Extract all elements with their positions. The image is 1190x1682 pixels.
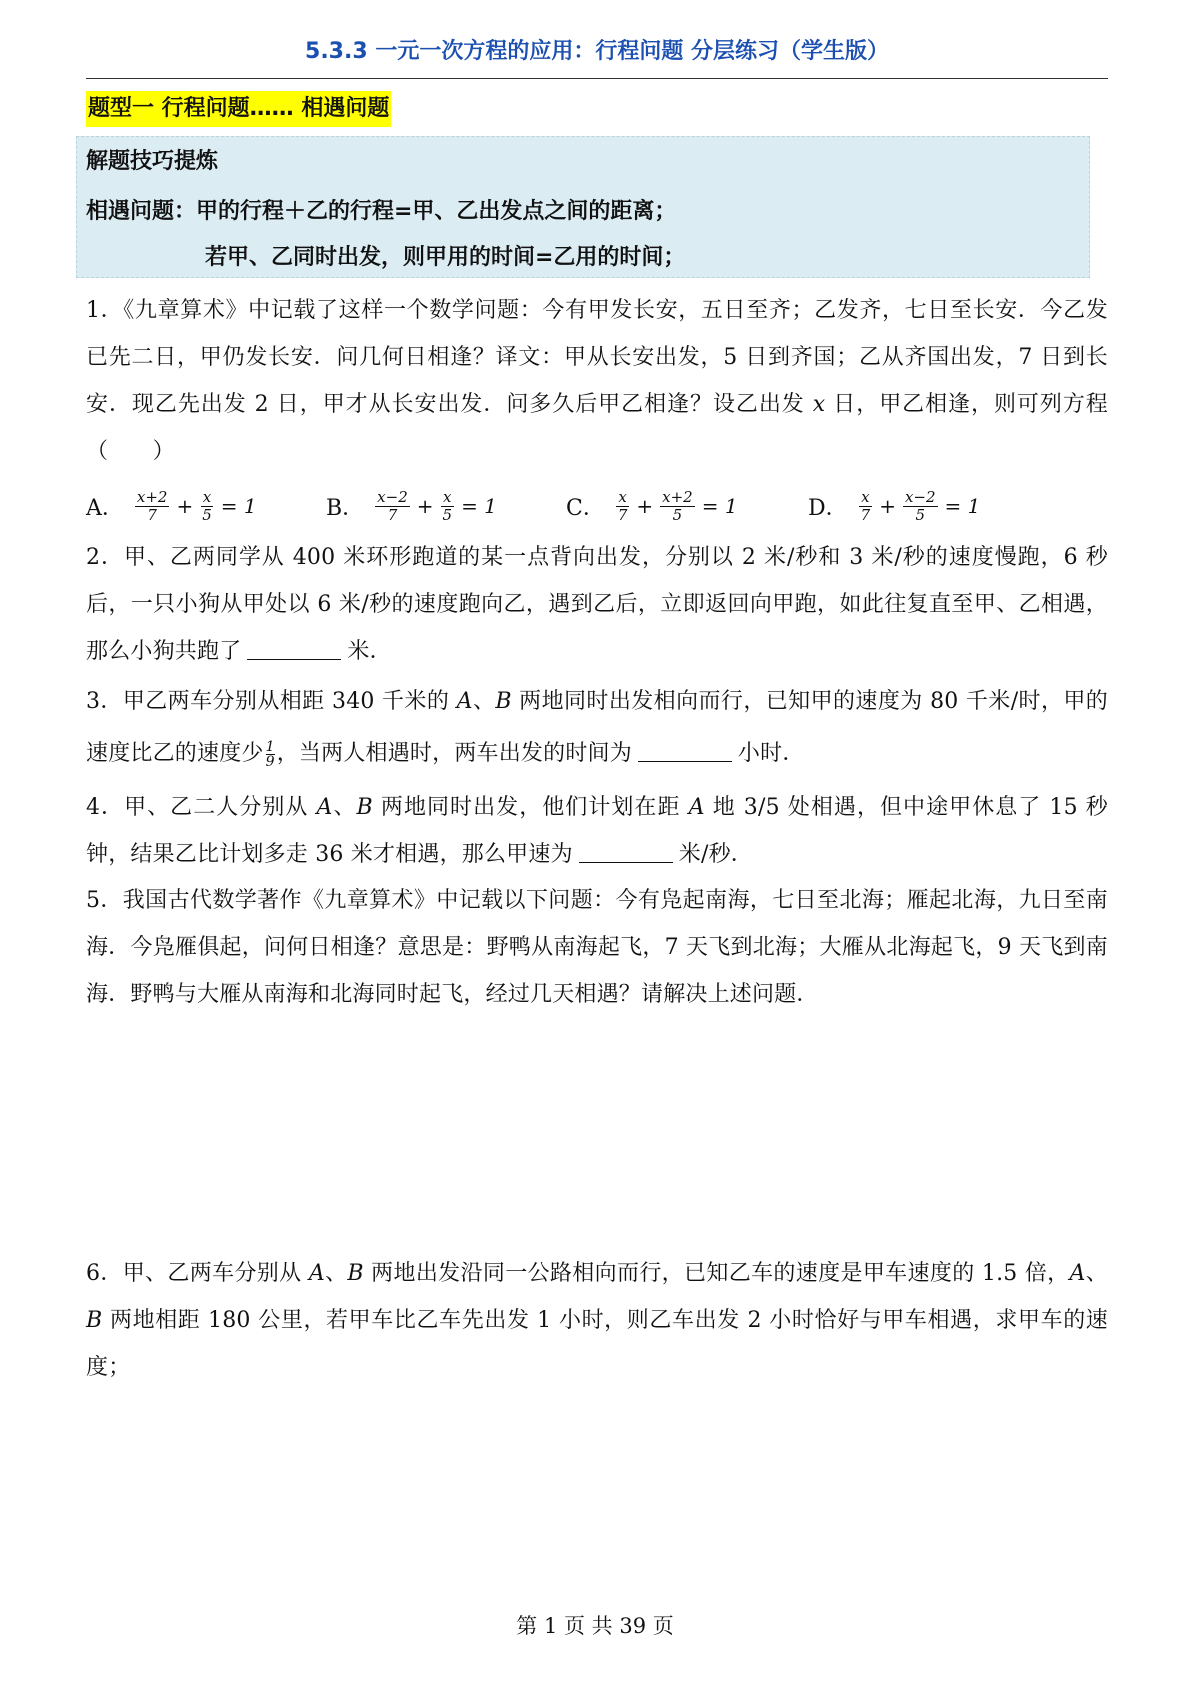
question-4-text-1: 4．甲、乙二人分别从 <box>86 795 317 820</box>
fraction-numerator: x <box>443 487 452 506</box>
question-1-text: 1．《九章算术》中记载了这样一个数学问题：今有甲发长安，五日至齐；乙发齐，七日至长安．今乙发已先二日，甲仍发长安．问几何日相逢？译文：甲从长安出发，5 日到齐国；乙从齐国出发，7 日到长安．现乙先出发 2 日，甲才从长安出发．问多久后甲乙相逢？设乙出发 <box>86 298 1108 417</box>
question-6 <box>86 1250 1108 1391</box>
question-6-text-1: 6．甲、乙两车分别从 <box>86 1261 309 1286</box>
fraction-numerator: 1 <box>265 738 275 755</box>
point-a: A <box>316 795 333 820</box>
section-title: 题型一 行程问题…… 相遇问题 <box>86 91 391 127</box>
fraction-denominator: 5 <box>202 505 212 524</box>
question-2 <box>86 534 1108 675</box>
tips-line-2: 若甲、乙同时出发，则甲用的时间=乙用的时间； <box>205 245 686 270</box>
fraction-denominator: 7 <box>860 505 871 524</box>
question-4-text-2: 两地同时出发，他们计划在距 <box>372 795 689 820</box>
option-d-label: D． <box>808 495 848 521</box>
point-a: A <box>456 689 473 714</box>
option-d-fraction-1 <box>859 489 873 524</box>
point-a: A <box>308 1261 325 1286</box>
fraction-denominator: 7 <box>147 505 157 524</box>
equation-rhs: = 1 <box>461 494 497 518</box>
equation-rhs: = 1 <box>220 494 257 518</box>
question-4-text-3: 地 3/5 处相遇，但中途甲休息了 15 秒钟，结果乙比计划多走 36 米才相遇，那么甲速为 <box>86 795 1109 867</box>
fraction-numerator: x−2 <box>904 487 936 506</box>
fraction-numerator: x+2 <box>662 487 693 506</box>
point-b: B <box>356 795 373 820</box>
question-3 <box>86 676 1108 780</box>
tips-heading: 解题技巧提炼 <box>86 149 219 174</box>
question-1-options <box>86 480 1108 532</box>
separator: 、 <box>332 795 357 820</box>
plus-sign: + <box>879 494 896 518</box>
option-d-fraction-2 <box>903 489 938 524</box>
separator: 、 <box>1085 1261 1108 1286</box>
fraction-one-ninth <box>266 740 275 769</box>
option-c-fraction-1 <box>616 489 630 524</box>
question-5-text: 5．我国古代数学著作《九章算术》中记载以下问题：今有凫起南海，七日至北海；雁起北海，九日至南海．今凫雁俱起，问何日相逢？意思是：野鸭从南海起飞，7 天飞到北海；大雁从北海起飞，9 天飞到南海．野鸭与大雁从南海和北海同时起飞，经过几天相遇？请解决上述问题． <box>86 888 1108 1007</box>
point-b: B <box>495 689 512 714</box>
option-b[interactable] <box>326 480 497 532</box>
option-a-fraction-1 <box>135 489 170 524</box>
option-b-fraction-1 <box>375 489 410 524</box>
plus-sign: + <box>176 494 194 518</box>
fraction-denominator: 5 <box>442 505 453 524</box>
fraction-numerator: x <box>618 487 627 506</box>
option-a[interactable] <box>86 480 257 532</box>
fraction-numerator: x <box>202 487 212 506</box>
point-a: A <box>1069 1261 1086 1286</box>
question-4-unit: 米/秒． <box>678 842 754 867</box>
question-6-text-2: 两地出发沿同一公路相向而行，已知乙车的速度是甲车速度的 1.5 倍， <box>363 1261 1070 1286</box>
option-c-label: C． <box>566 495 605 521</box>
fraction-denominator: 7 <box>387 505 398 524</box>
question-1 <box>86 287 1108 475</box>
question-5 <box>86 877 1108 1018</box>
option-d[interactable] <box>808 480 980 532</box>
option-a-fraction-2 <box>200 489 214 524</box>
fraction-denominator: 5 <box>915 505 926 524</box>
equation-rhs: = 1 <box>944 494 981 518</box>
equation-rhs: = 1 <box>701 494 738 518</box>
point-b: B <box>86 1308 103 1333</box>
point-b: B <box>347 1261 364 1286</box>
question-3-text-2: 两地同时出发相向而行，已知甲的速度为 80 千米/时，甲的速度比乙的速度少 <box>86 689 1109 766</box>
fraction-denominator: 7 <box>617 505 628 524</box>
option-b-label: B． <box>326 495 365 521</box>
fraction-numerator: x−2 <box>377 487 408 506</box>
question-3-text-3: ，当两人相遇时，两车出发的时间为 <box>276 741 632 766</box>
option-a-label: A． <box>86 495 124 521</box>
option-c[interactable] <box>566 480 738 532</box>
option-b-fraction-2 <box>441 489 455 524</box>
plus-sign: + <box>416 494 434 518</box>
point-a: A <box>688 795 705 820</box>
fraction-denominator: 9 <box>265 753 275 770</box>
answer-blank[interactable] <box>247 639 341 660</box>
question-6-text-3: 两地相距 180 公里，若甲车比乙车先出发 1 小时，则乙车出发 2 小时恰好与甲车相遇，求甲车的速度； <box>86 1308 1108 1380</box>
fraction-denominator: 5 <box>672 505 683 524</box>
fraction-numerator: x+2 <box>136 487 168 506</box>
question-2-unit: 米． <box>347 639 392 664</box>
question-3-text-1: 3．甲乙两车分别从相距 340 千米的 <box>86 689 457 714</box>
fraction-numerator: x <box>861 487 870 506</box>
plus-sign: + <box>636 494 654 518</box>
separator: 、 <box>472 689 496 714</box>
page-number: 第 1 页 共 39 页 <box>516 1614 674 1638</box>
header-divider <box>86 78 1108 79</box>
question-3-unit: 小时． <box>737 741 805 766</box>
page-title: 5.3.3 一元一次方程的应用：行程问题 分层练习（学生版） <box>305 39 889 64</box>
separator: 、 <box>324 1261 348 1286</box>
option-c-fraction-2 <box>660 489 695 524</box>
question-1-text-end: 日，甲乙相逢，则可列方程（ ） <box>86 392 1108 464</box>
answer-blank[interactable] <box>638 741 732 762</box>
answer-blank[interactable] <box>579 842 673 863</box>
variable-x: x <box>812 392 826 417</box>
question-4 <box>86 784 1108 878</box>
tips-line-1: 相遇问题：甲的行程＋乙的行程=甲、乙出发点之间的距离； <box>86 199 677 224</box>
question-2-text: 2．甲、乙两同学从 400 米环形跑道的某一点背向出发，分别以 2 米/秒和 3 米/秒的速度慢跑，6 秒后，一只小狗从甲处以 6 米/秒的速度跑向乙，遇到乙后，立即返回向甲跑，如此往复直至甲、乙相遇，那么小狗共跑了 <box>86 545 1108 664</box>
